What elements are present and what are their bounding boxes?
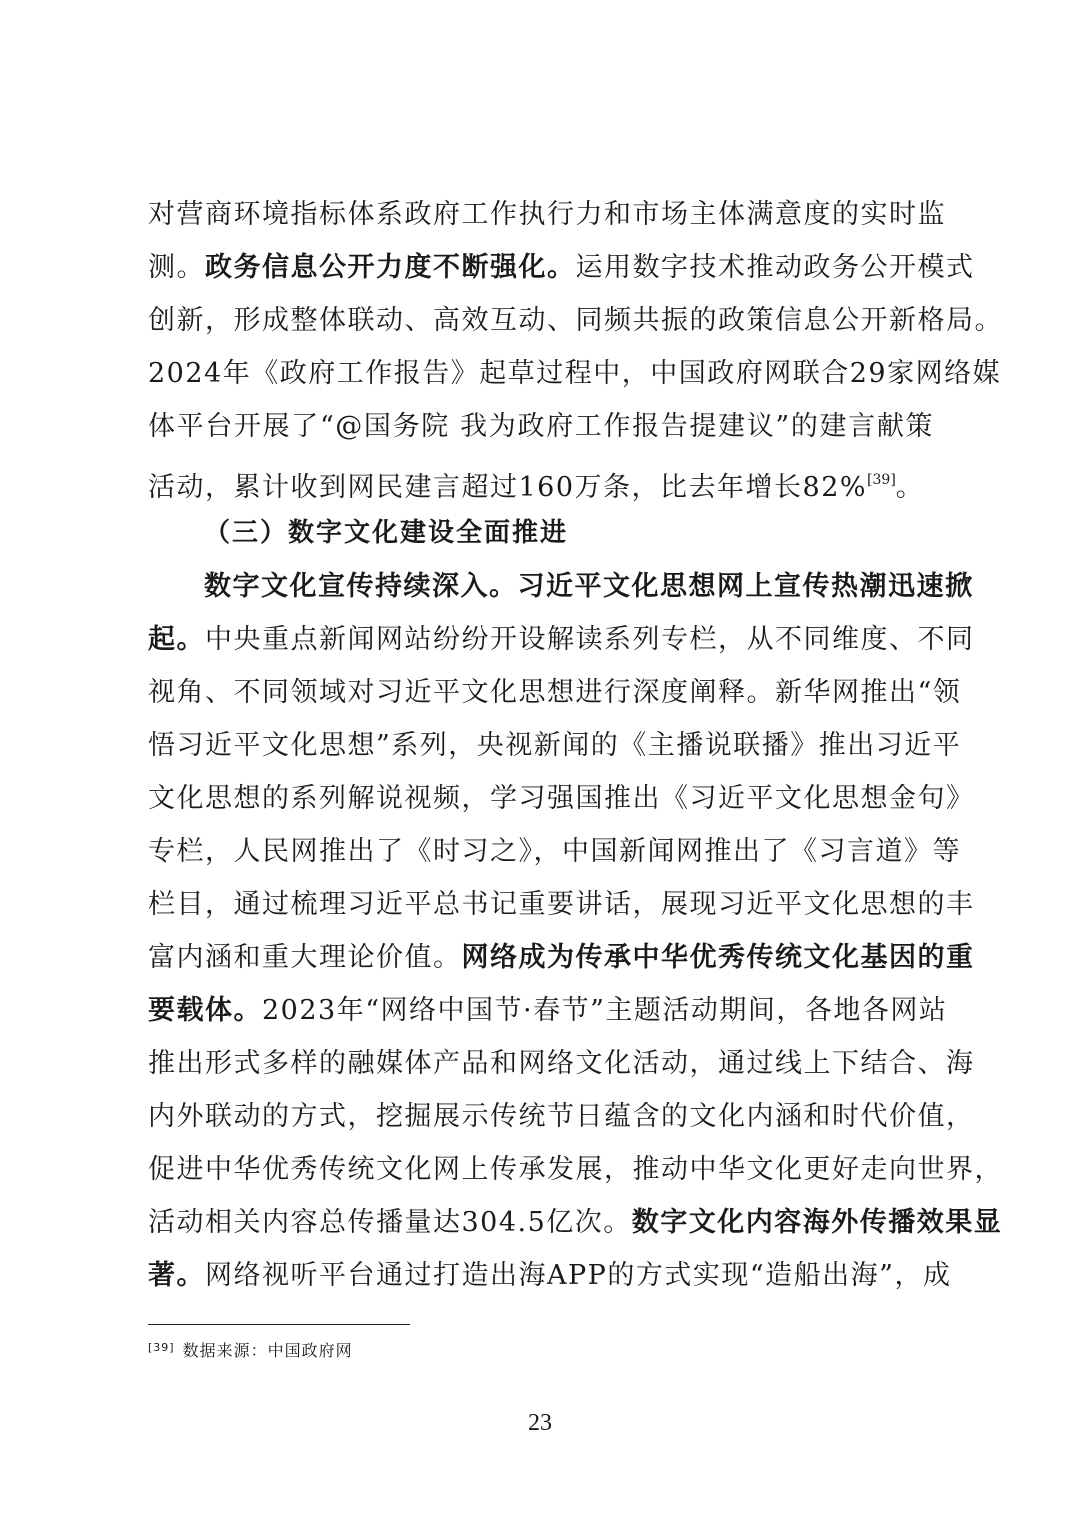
body-text-line xyxy=(148,248,975,288)
body-text-line xyxy=(148,460,934,503)
body-text-line xyxy=(148,885,975,925)
bold-lead-sentence: 数字文化宣传持续深入。习近平文化思想网上宣传热潮迅速掀 xyxy=(204,571,974,602)
text-run: 体平台开展了“@国务院 我为政府工作报告提建议”的建言献策 xyxy=(148,411,934,442)
text-run: 内外联动的方式，挖掘展示传统节日蕴含的文化内涵和时代价值， xyxy=(148,1101,975,1132)
bold-lead-sentence: 数字文化内容海外传播效果显 xyxy=(631,1207,1003,1238)
bold-lead-sentence: 著。 xyxy=(148,1260,205,1291)
bold-lead-sentence: 政务信息公开力度不断强化。 xyxy=(205,252,576,283)
body-text-line xyxy=(148,301,1003,341)
body-text-line xyxy=(148,991,948,1031)
page-number: 23 xyxy=(528,1410,552,1436)
footnote-text: 数据来源：中国政府网 xyxy=(182,1341,353,1360)
bold-lead-sentence: 起。 xyxy=(148,624,205,655)
text-run: 对营商环境指标体系政府工作执行力和市场主体满意度的实时监 xyxy=(148,199,946,230)
body-text-line xyxy=(148,1256,952,1296)
body-text-line xyxy=(148,832,961,872)
text-run: 栏目，通过梳理习近平总书记重要讲话，展现习近平文化思想的丰 xyxy=(148,889,975,920)
body-text-line xyxy=(148,726,962,766)
text-run: 运用数字技术推动政务公开模式 xyxy=(575,252,975,283)
text-run: 专栏，人民网推出了《时习之》，中国新闻网推出了《习言道》等 xyxy=(148,836,961,867)
text-run: 网络视听平台通过打造出海APP的方式实现“造船出海”，成 xyxy=(205,1260,952,1291)
body-text-line xyxy=(148,1044,975,1084)
text-run: 2023年“网络中国节·春节”主题活动期间，各地各网站 xyxy=(262,995,948,1026)
body-text-line xyxy=(204,567,974,607)
text-run: 视角、不同领域对习近平文化思想进行深度阐释。新华网推出“领 xyxy=(148,677,962,708)
body-text-line xyxy=(148,1150,1003,1190)
text-run: 促进中华优秀传统文化网上传承发展，推动中华文化更好走向世界， xyxy=(148,1154,1003,1185)
text-run: 中央重点新闻网站纷纷开设解读系列专栏，从不同维度、不同 xyxy=(205,624,975,655)
text-run: 2024年《政府工作报告》起草过程中，中国政府网联合29家网络媒 xyxy=(148,358,1002,389)
body-text-line xyxy=(148,620,975,660)
footnote-mark: [39] xyxy=(148,1341,175,1354)
text-run: 悟习近平文化思想”系列，央视新闻的《主播说联播》推出习近平 xyxy=(148,730,962,761)
footnote xyxy=(148,1336,353,1363)
text-run: 创新，形成整体联动、高效互动、同频共振的政策信息公开新格局。 xyxy=(148,305,1003,336)
body-text-line xyxy=(148,673,962,713)
footnote-reference: [39] xyxy=(867,472,896,488)
text-run: 。 xyxy=(895,472,925,503)
body-text-line xyxy=(148,407,934,447)
body-text-line xyxy=(148,938,975,978)
body-text-line xyxy=(148,354,1002,394)
body-text-line xyxy=(148,195,946,235)
body-text-line xyxy=(148,1097,975,1137)
section-heading: （三）数字文化建设全面推进 xyxy=(204,518,569,548)
text-run: 活动相关内容总传播量达304.5亿次。 xyxy=(148,1207,632,1238)
footnote-separator xyxy=(148,1324,410,1325)
text-run: 测。 xyxy=(148,252,205,283)
text-run: 文化思想的系列解说视频，学习强国推出《习近平文化思想金句》 xyxy=(148,783,975,814)
body-text-line xyxy=(148,1203,1003,1243)
bold-lead-sentence: 要载体。 xyxy=(148,995,262,1026)
text-run: 富内涵和重大理论价值。 xyxy=(148,942,462,973)
body-text-line xyxy=(148,779,975,819)
bold-lead-sentence: 网络成为传承中华优秀传统文化基因的重 xyxy=(461,942,975,973)
text-run: 推出形式多样的融媒体产品和网络文化活动，通过线上下结合、海 xyxy=(148,1048,975,1079)
text-run: 活动，累计收到网民建言超过160万条，比去年增长82% xyxy=(148,472,868,503)
